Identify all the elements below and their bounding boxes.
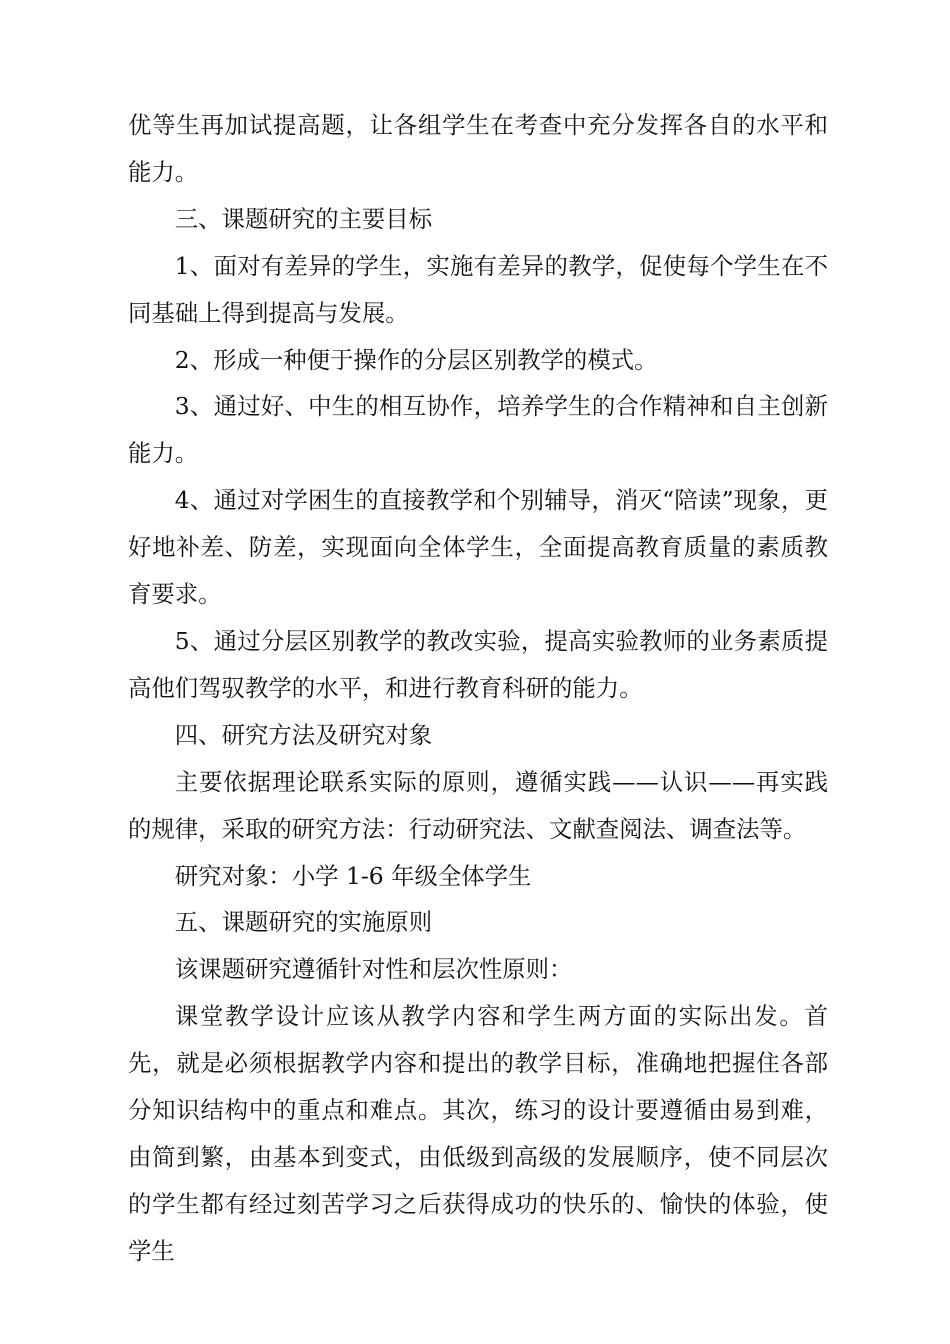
method-paragraph: 主要依据理论联系实际的原则，遵循实践——认识——再实践的规律，采取的研究方法：行动研究法、文献查阅法、调查法等。	[128, 767, 828, 843]
document-body	[128, 102, 828, 1275]
goal-item-4: 4、通过对学困生的直接教学和个别辅导，消灭“陪读”现象，更好地补差、防差，实现面向全体学生，全面提高教育质量的素质教育要求。	[128, 486, 828, 609]
research-subject: 研究对象：小学 1-6 年级全体学生	[174, 861, 532, 890]
section-heading-4: 四、研究方法及研究对象	[174, 720, 433, 749]
goal-item-3: 3、通过好、中生的相互协作，培养学生的合作精神和自主创新能力。	[128, 392, 828, 468]
goal-item-1: 1、面对有差异的学生，实施有差异的教学，促使每个学生在不同基础上得到提高与发展。	[128, 251, 828, 327]
paragraph-continuation: 优等生再加试提高题，让各组学生在考查中充分发挥各自的水平和能力。	[128, 111, 828, 186]
goal-item-5: 5、通过分层区别教学的教改实验，提高实验教师的业务素质提高他们驾驭教学的水平，和进行教育科研的能力。	[128, 626, 828, 702]
section-heading-5: 五、课题研究的实施原则	[174, 908, 433, 937]
goal-item-2: 2、形成一种便于操作的分层区别教学的模式。	[174, 345, 658, 374]
principle-paragraph: 课堂教学设计应该从教学内容和学生两方面的实际出发。首先，就是必须根据教学内容和提出的教学目标，准确地把握住各部分知识结构中的重点和难点。其次，练习的设计要遵循由易到难，由简到繁，由基本到变式，由低级到高级的发展顺序，使不同层次的学生都有经过刻苦学习之后获得成功的快乐的、愉快的体验，使学生	[128, 1002, 828, 1265]
principle-intro: 该课题研究遵循针对性和层次性原则：	[174, 955, 573, 984]
section-heading-3: 三、课题研究的主要目标	[174, 204, 433, 233]
